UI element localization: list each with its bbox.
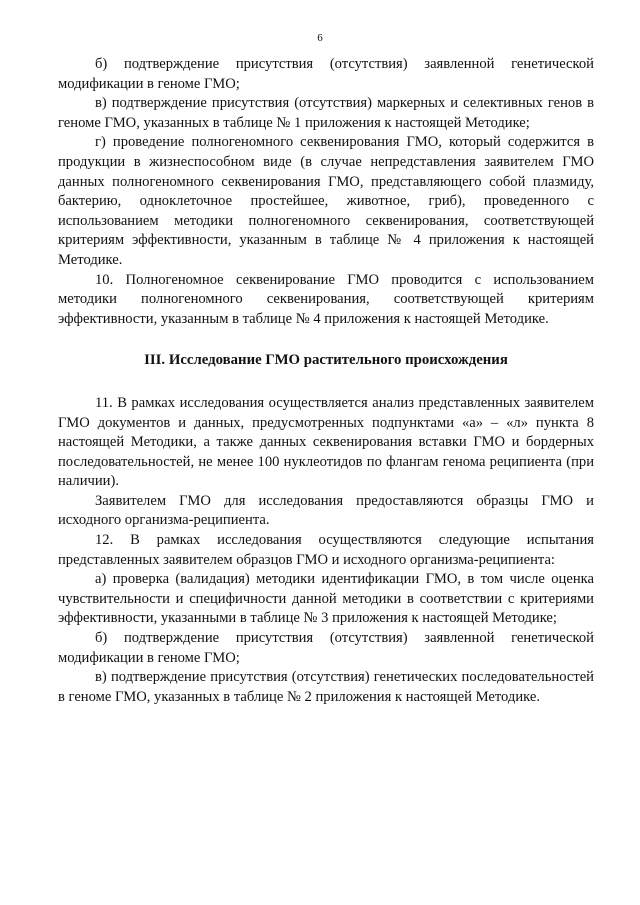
section-heading: III. Исследование ГМО растительного происхождения bbox=[144, 352, 508, 369]
paragraph-b-modification-plant: б) подтверждение присутствия (отсутствия) заявленной генетической модификации в геноме ГМО; bbox=[58, 630, 594, 666]
paragraph-12: 12. В рамках исследования осуществляются следующие испытания представленных заявителем образцов ГМО и исходного организма-реципиента: bbox=[58, 532, 594, 568]
paragraph-v-marker-genes: в) подтверждение присутствия (отсутствия) маркерных и селективных генов в геноме ГМО, указанных в таблице № 1 приложения к настоящей Методике; bbox=[58, 95, 594, 131]
paragraph-11: 11. В рамках исследования осуществляется анализ представленных заявителем ГМО документов и данных, предусмотренных подпунктами «а» – «л» пункта 8 настоящей Методики, а также данных секвенирования вставки ГМО и бордерных последовательностей, не менее 100 нуклеотидов по флангам генома реципиента (при наличии). bbox=[58, 394, 594, 490]
paragraph-g-genome-sequencing: г) проведение полногеномного секвенирования ГМО, который содержится в продукции в жизнеспособном виде (в случае непредставления заявителем ГМО данных полногеномного секвенирования ГМО, представляющего собой плазмиду, бактерию, одноклеточное простейшее, животное, гриб), проведенного с использованием методики полногеномного секвенирования, соответствующей критериям эффективности, указанным в таблице № 4 приложения к настоящей Методике. bbox=[58, 134, 594, 268]
paragraph-v-sequences: в) подтверждение присутствия (отсутствия) генетических последовательностей в геноме ГМО, указанных в таблице № 2 приложения к настоящей Методике. bbox=[58, 669, 594, 705]
paragraph-a-validation: а) проверка (валидация) методики идентификации ГМО, в том числе оценка чувствительности и специфичности данной методики в соответствии с критериями эффективности, указанными в таблице № 3 приложения к настоящей Методике; bbox=[58, 571, 594, 627]
paragraph-samples: Заявителем ГМО для исследования предоставляются образцы ГМО и исходного организма-реципиента. bbox=[58, 492, 594, 529]
page-number: 6 bbox=[317, 32, 323, 44]
document-body bbox=[58, 55, 594, 707]
paragraph-10: 10. Полногеномное секвенирование ГМО проводится с использованием методики полногеномного секвенирования, соответствующей критериям эффективности, указанным в таблице № 4 приложения к настоящей Методике. bbox=[58, 271, 594, 327]
paragraph-b-genetic-modification: б) подтверждение присутствия (отсутствия) заявленной генетической модификации в геноме ГМО; bbox=[58, 56, 594, 92]
